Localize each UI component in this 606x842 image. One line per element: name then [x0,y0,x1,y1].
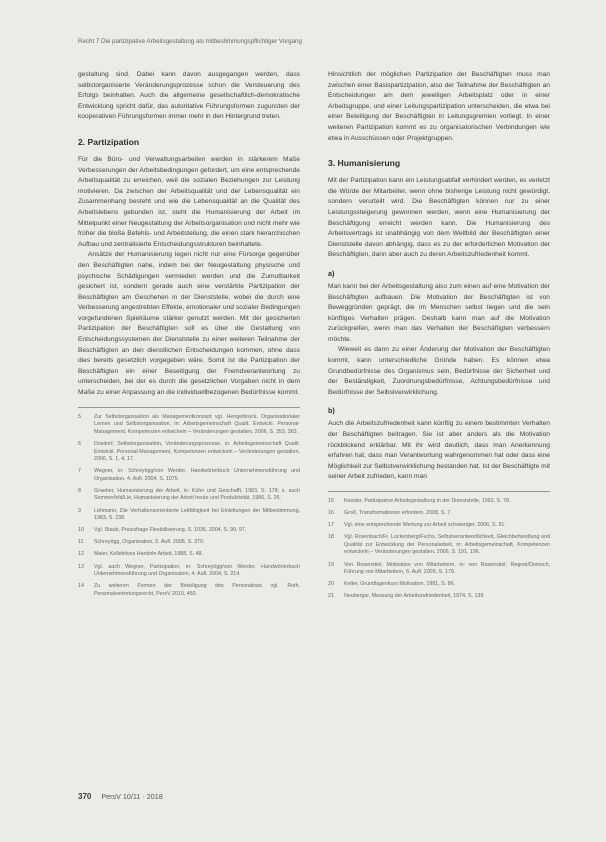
footnote [78,583,300,598]
footnote-text: Vgl. auch Wegner, Partizipation, in: Schreyögg/von Werder, Handwörterbuch Unternehmensführung und Organisation, 4. Aufl. 2004, S. 214. [94,563,300,578]
footnote-divider [328,491,550,492]
footnote [78,527,300,535]
footnote [328,534,550,557]
footnote [328,562,550,577]
footnote-text: Zur Selbstorganisation als Managementkonzept vgl. Hengelbrock, Organisationaler Lernen und Selbstorganisation, in: Arbeitsgemeinschaft Qualit. Entwickl. Personal-Management, Kompetenzen entwickeln – Veränderungen gestalten, 2006, S. 353, 363. [94,413,300,435]
footnote-number: 17 [328,522,334,529]
subsection-label-a: a) [328,268,335,278]
footnote-number: 6 [78,440,81,447]
footnote [78,441,300,464]
footnote [328,593,550,601]
footnote-text: Lehmann, Die Verhaltensorientierte Leitfähigkeit bei Einleitungen der Mitbestimmung, 1983, S. 238. [94,507,300,522]
footnote-text: Kessler, Partizipative Arbeitsgestaltung in der Dienststelle, 1993, S. 78. [344,498,511,504]
footnote-number: 5 [78,413,81,420]
footnote [78,564,300,579]
section-heading-humanisierung: 3. Humanisierung [328,158,401,169]
footnote-number: 11 [78,539,84,546]
footnote-number: 16 [328,510,334,517]
footnote-text: Vgl. eine entsprechende Wertung zur Arbeit schwieriger, 2006, S. 91. [344,522,506,529]
footnote-number: 7 [78,468,81,475]
footnote [328,581,550,589]
body-paragraph: Für die Büro- und Verwaltungsarbeiten werden in stärkerem Maße Verbesserungen der Arbeitsbedingungen gefordert, um eine entsprechende Arbeitsqualität zu erreichen, weil die sozialen Beziehungen zur Leistung motivieren. Da zwischen der Arbeitsqualität und der Lebensqualität ein Zusammenhang besteht und wie die Lebensqualität an die Qualität des Arbeitslebens gebunden ist, steht die Humanisierung der Arbeit im Mittelpunkt einer Neugestaltung der Arbeitsorganisation und nicht mehr wie früher die bloße Befehls- und Arbeitsteilung, die einen stark hierarchischen Aufbau und zentralisierte Entscheidungsstrukturen beinhaltete. [78,155,300,248]
running-head: Recht 7 Die partizipative Arbeitsgestaltung als mitbestimmungspflichtiger Vorgang [78,38,302,45]
footnote-number: 13 [78,563,84,570]
footnote-number: 18 [328,534,334,541]
footnote-divider [78,407,300,408]
footnote-text: Neuberger, Messung der Arbeitszufriedenheit, 1974, S. 139. [344,593,485,600]
footnote [78,539,300,547]
footnote [328,522,550,530]
footnote-text: Vgl. Staub, Praxisfrage Flexibilisierung, S. 1036, 2004, S. 90, 97. [94,527,247,534]
footnote-text: Groß, Transformationen erfordern, 2008, S. 7. [344,510,452,517]
body-paragraph: Ansätze der Humanisierung legen nicht nur eine Fürsorge gegenüber den Beschäftigten nahe, indem bei der Neugestaltung physische und psychische Schädigungen vermieden werden und die Zumutbarkeit gesichert ist, sondern gerade auch eine verstärkte Partizipation der Beschäftigten am Geschehen in der Dienststelle, wobei die durch eine Verbesserung angestrebten Effekte, emotionaler und sozialer Bedingungen vorgefundenen Spielräume stärker genutzt werden. Mit der gesicherten Partizipation der Beschäftigten soll es über die Gestaltung von Entscheidungssystemen der Dienststelle zu einer weiteren Teilnahme der Beschäftigten an den dienstlichen Entscheidungen kommen, ohne dass dies bereits gesetzlich vorgegeben wäre. Somit ist die Partizipation der Beschäftigten ein einer Beseitigung der Fremdverantwortung zu unterscheiden, bei der es durch die gesetzlichen Vorgaben nicht in dem Maße zu einer Anpassung an die individuellbezogenen Bedürfnisse kommt. [78,251,300,397]
footnote-text: Keller, Grundlagenkurs Motivation, 1981, S. 86. [344,581,456,588]
footnote-number: 10 [78,527,84,534]
body-paragraph: Auch die Arbeitszufriedenheit kann künftig zu einem bestimmten Verhalten der Beschäftigten beitragen. Sie ist aber anders als die Motivation rückblickend erklärbar. Mit ihr wird deutlich, dass man Anerkennung erfahren hat, dass man Verantwortung wahrgenommen hat oder dass eine Möglichkeit zur Selbstverwirklichung bestanden hat. Ist der Beschäftigte mit seiner Arbeit zufrieden, kann man [328,420,550,481]
footnote [328,510,550,518]
footnote-text: Von Rosenstiel, Motivation von Mitarbeitern, in: von Rosenstiel, Regnet/Domsch, Führung von Mitarbeitern, 6. Aufl. 2009, S. 179. [344,561,550,576]
footnote-text: Vgl. Rosenbach/Fr. Lockenberg/Fuchs, Selbstverantwortlichkeit, Gleichbehandlung und Qualität zur Entwicklung der Personalarbeit, in: Arbeitsgemeinschaft, Kompetenzen entwickeln – Veränderungen gestalten, 2006, S. 191, 196. [344,534,550,556]
footnote [78,488,300,503]
footnote-text: Maier, Kollektives Handeln Arbeit, 1988, S. 48. [94,551,203,558]
footnote [78,551,300,559]
subsection-label-b: b) [328,406,335,416]
body-paragraph: Wieweit es dann zu einer Änderung der Motivation der Beschäftigten kommt, kann unterschiedliche Gründe haben. Es können etwa Grundbedürfnisse des Organismus sein, Bedürfnisse der Sicherheit und der Beständigkeit, Zuordnungsbedürfnisse, Achtungsbedürfnisse und Bedürfnisse der Selbstverwirklichung. [328,346,550,396]
footnote [328,498,550,506]
footnote-text: Wegner, in: Schreyögg/von Werder, Handwörterbuch Unternehmensführung und Organisation, 4. Aufl. 2004, S. 1075. [94,468,300,482]
footnote-text: Dosdorf, Selbstorganisation, Veränderungsprozesse, in: Arbeitsgemeinschaft Qualit. Entwickl. Personal-Management, Kompetenzen entwickeln – Veränderungen gestalten, 2006, S. 1, 4, 17. [94,440,300,463]
journal-issue: PersV 10/11 · 2018 [101,792,163,801]
footnote [78,468,300,483]
footnote-text: Schreyögg, Organisation, 5. Aufl. 2008, S. 370. [94,539,205,546]
intro-paragraph: gestaltung sind. Dabei kann davon ausgegangen werden, dass selbstorganisierte Veränderungsprozesse schon die Versteuerung des Erfolgs beinhalten. Auch die allgemeine gesellschaftlich-demokratische Entwicklung spricht dafür, das autoritative Führungsformen zugunsten der kooperativen Führungsformen immer mehr in den Hintergrund treten. [78,71,300,121]
footnote-number: 8 [78,487,81,494]
footnote-number: 15 [328,498,334,504]
footnote [78,508,300,523]
footnote-text: Zu weiteren Formen der Beteiligung des Personalrats vgl. Roth, Personalvertretungsrecht, PersV 2010, 450. [94,583,300,597]
right-column [328,70,550,605]
section-heading-partizipation: 2. Partizipation [78,136,140,147]
footnote-number: 19 [328,561,334,568]
footnote-number: 14 [78,583,84,590]
footnote-number: 20 [328,581,334,588]
footnotes-right [328,498,550,601]
body-paragraph: Man kann bei der Arbeitsgestaltung also zum einen auf eine Motivation der Beschäftigten aufbauen. Die Motivation der Beschäftigten ist von Beweggründen geprägt, die im Menschen selbst liegen und die sein künftiges Verhalten prägen. Deshalb kann man auf die Motivation zurückgreifen, wenn man das Verhalten der Beschäftigten verbessern möchte. [328,282,550,343]
body-paragraph: Hinsichtlich der möglichen Partizipation der Beschäftigten muss man zwischen einer Basispartizipation, also der Teilnahme der Beschäftigten an Entscheidungen am dem jeweiligen Arbeitsplatz oder in einer Arbeitsgruppe, und einer Leitungspartizipation unterscheiden, die etwa bei einer Beteiligung der Beschäftigten in Leitungsgremien vorliegt. In einer weiteren Partizipation kommt es zu organisatorischen Verbindungen wie etwa in Ausschüssen oder Projektgruppen. [328,71,550,142]
page-number: 370 [78,792,92,801]
footnote-number: 9 [78,507,81,514]
footnotes-left [78,414,300,599]
body-paragraph: Mit der Partizipation kann ein Leistungsabfall verhindert werden, es verletzt die Würde der Mitarbeiter, wenn ohne bisherige Leistung nicht gewürdigt, sondern verurteilt wird. Die Beschäftigten können nur zu einer Leistungssteigerung gewonnen werden, wenn eine Humanisierung der Beschäftigung erreicht werden kann. Die Humanisierung des Arbeitsvertrags ist unabhängig von dem Weltbild der Beschäftigten einer Dienststelle davon abhängig, dass es zu der erforderlichen Motivation der Beschäftigten, dann aber auch zu deren Arbeitszufriedenheit kommt. [328,177,550,259]
footnote-number: 12 [78,551,84,558]
footnote-text: Graeber, Humanisierung der Arbeit, in: Kühn und Geschafft, 1983, S. 178; s. auch Sommerfeld/Lie, Humanisierung der Arbeit heute und Produktivität, 1986, S. 26. [94,487,300,502]
left-column [78,70,300,603]
footnote-number: 21 [328,593,334,600]
page-footer [78,792,163,801]
footnote [78,414,300,437]
